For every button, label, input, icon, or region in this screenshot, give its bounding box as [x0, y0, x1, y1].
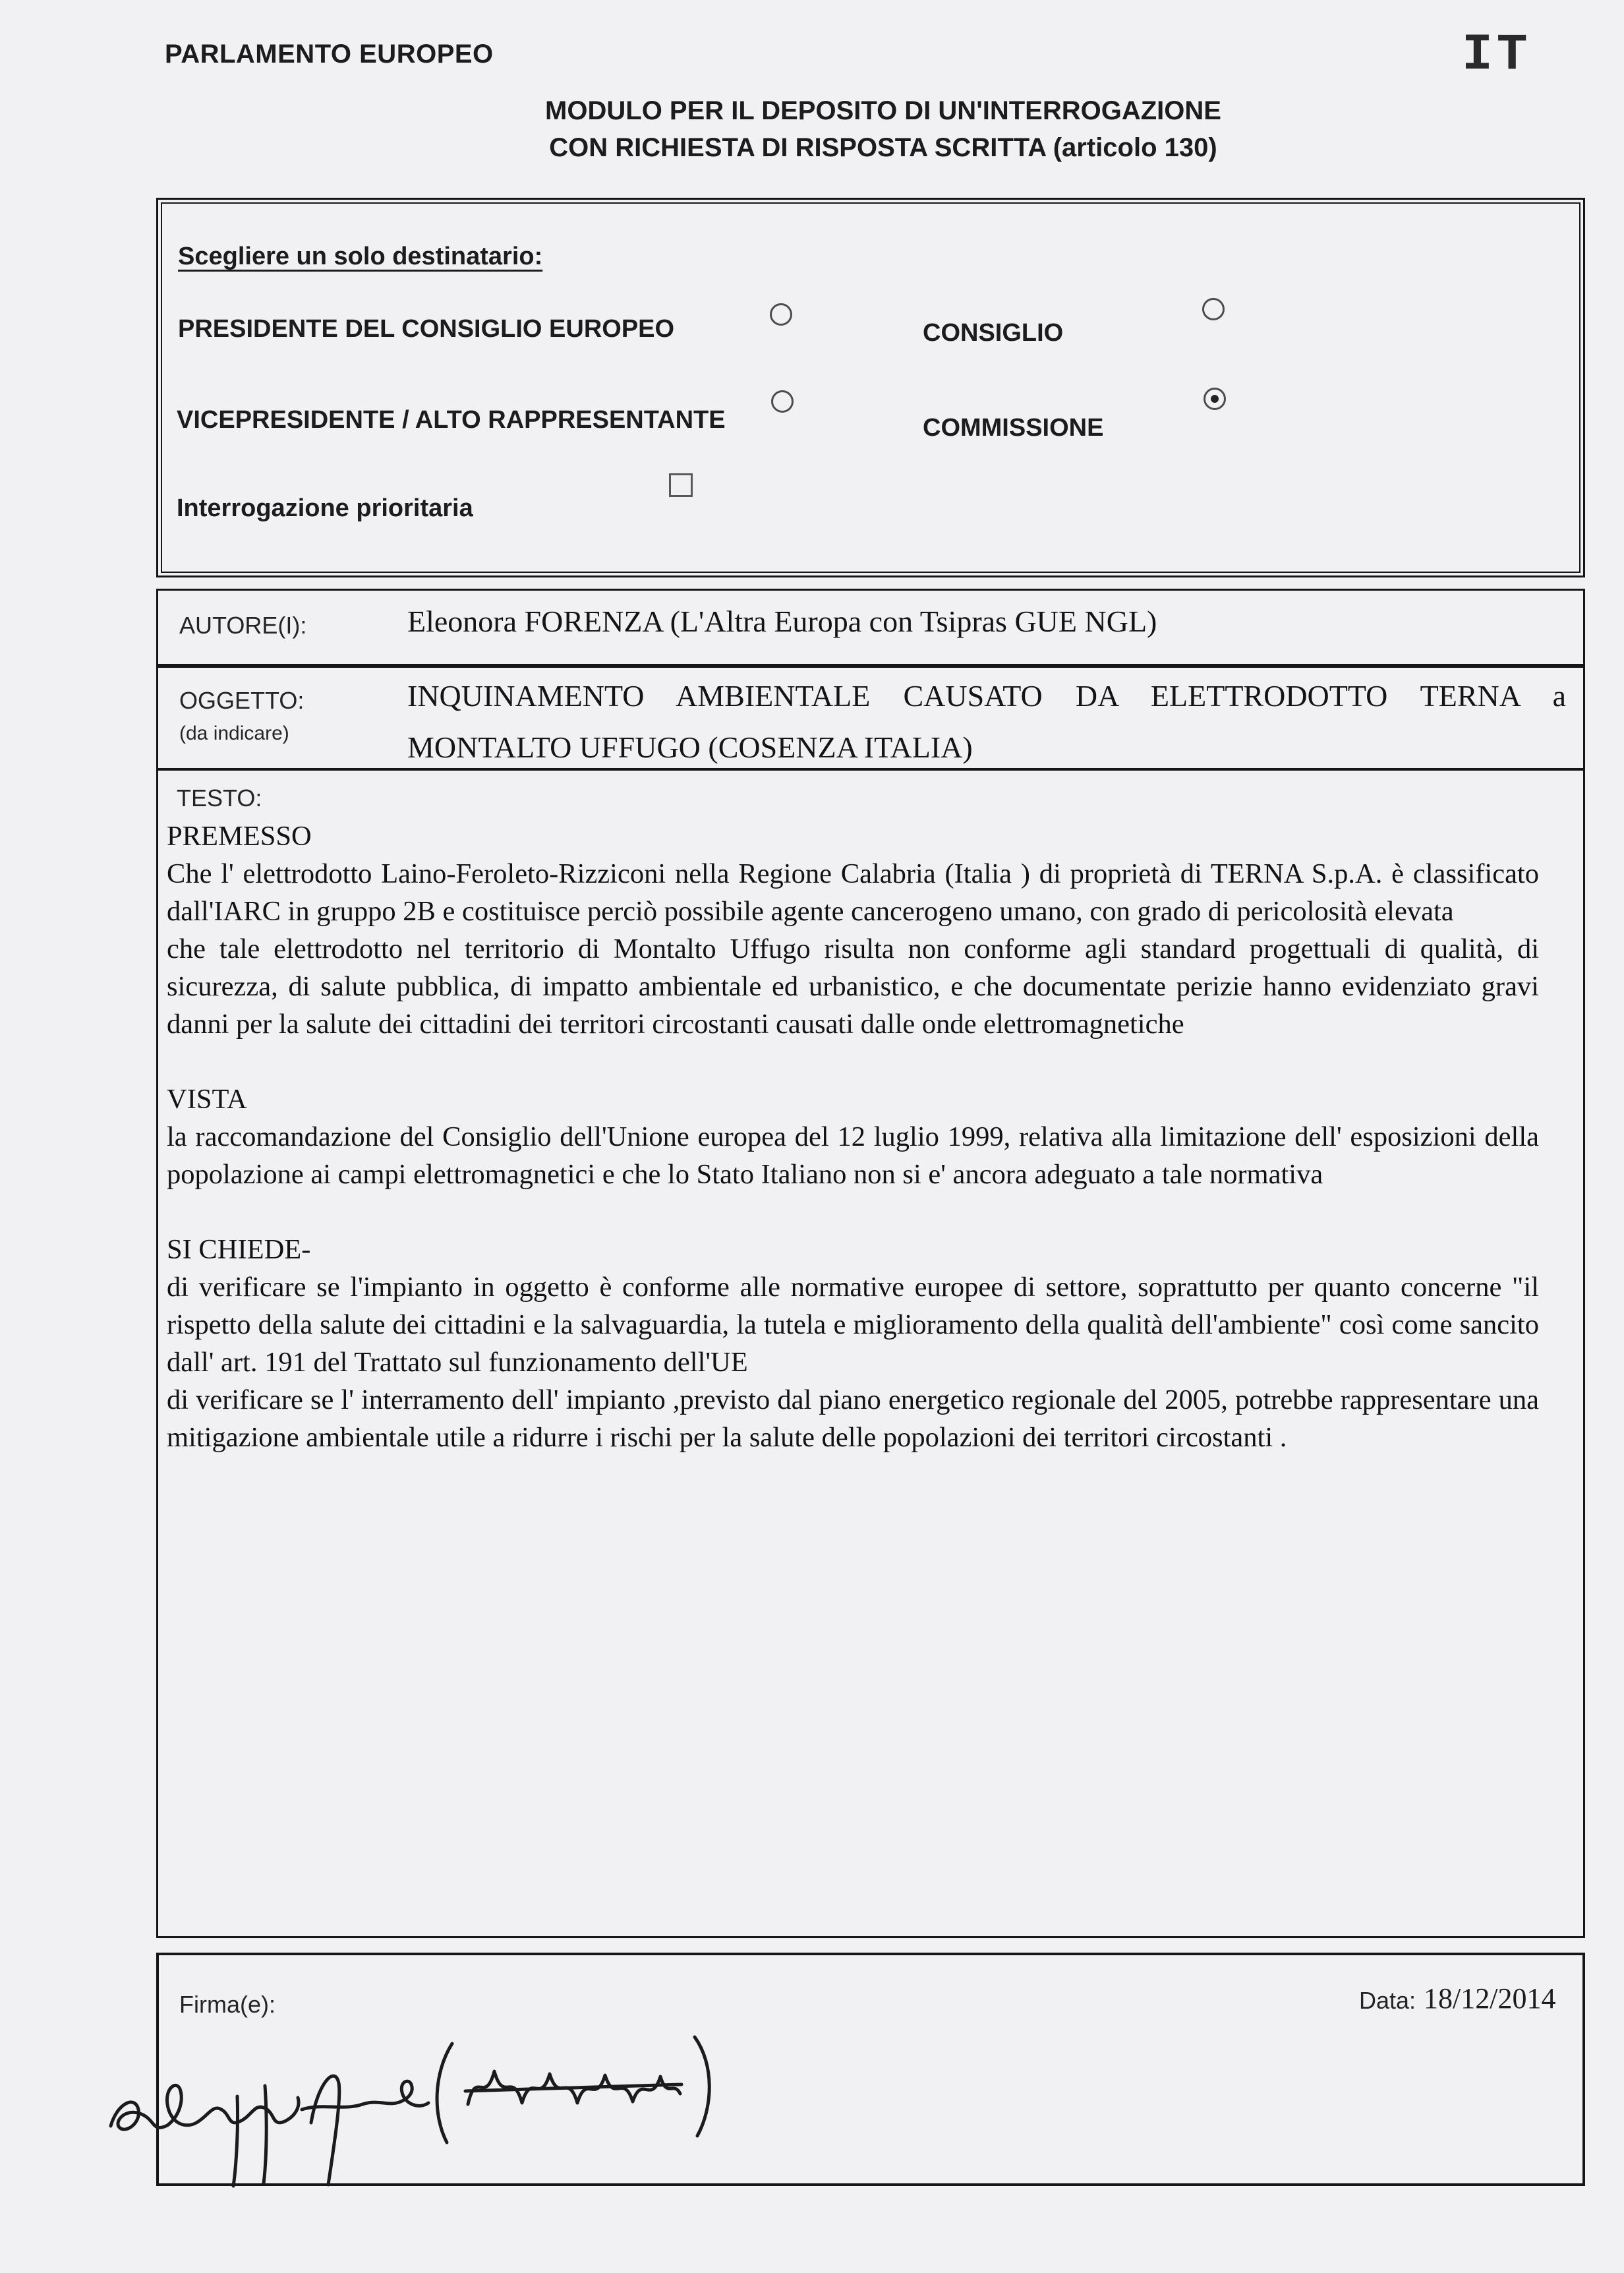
signature-stroke [437, 2044, 452, 2142]
testo-paragraph: la raccomandazione del Consiglio dell'Unione europea del 12 luglio 1999, relativa alla limitazione dell' esposizioni della popolazione ai campi elettromagnetici e che lo Stato Italiano non si e' ancora adeguato a tale normativa [167, 1121, 1539, 1190]
signature-stroke [111, 2085, 299, 2129]
destinatario-heading: Scegliere un solo destinatario: [178, 243, 543, 270]
oggetto-label: OGGETTO: [179, 687, 304, 714]
testo-paragraph: di verificare se l' interramento dell' impianto ,previsto dal piano energetico regionale del 2005, potrebbe rappresentare una mitigazione ambientale utile a ridurre i rischi per la salute delle popolazioni dei territori circostanti . [167, 1384, 1539, 1453]
priority-label: Interrogazione prioritaria [177, 494, 473, 522]
option-label-vicepresidente-alto-rappresentante: VICEPRESIDENTE / ALTO RAPPRESENTANTE [177, 406, 726, 434]
priority-checkbox[interactable] [669, 473, 693, 497]
signature-stroke [302, 2081, 428, 2110]
testo-heading-premesso: PREMESSO [167, 821, 312, 852]
form-title-line2: CON RICHIESTA DI RISPOSTA SCRITTA (articolo 130) [549, 133, 1217, 162]
testo-label: TESTO: [177, 784, 262, 812]
radio-presidente-consiglio-europeo[interactable] [770, 303, 792, 326]
testo-paragraph: che tale elettrodotto nel territorio di Montalto Uffugo risulta non conforme agli standard progettuali di qualità, di sicurezza, di salute pubblica, di impatto ambientale ed urbanistico, e che documentate perizie hanno evidenziato gravi danni per la salute dei cittadini dei territori circostanti causati dalle onde elettromagnetiche [167, 933, 1539, 1040]
form-title [224, 92, 1542, 166]
testo-heading-si-chiede: SI CHIEDE- [167, 1234, 311, 1265]
date-value: 18/12/2014 [1424, 1982, 1556, 2015]
oggetto-value-line1: INQUINAMENTO AMBIENTALE CAUSATO DA ELETTRODOTTO TERNA a [407, 679, 1566, 713]
option-label-commissione: COMMISSIONE [923, 414, 1104, 442]
signature-stroke [311, 2076, 339, 2185]
oggetto-sublabel: (da indicare) [179, 723, 289, 744]
form-title-line1: MODULO PER IL DEPOSITO DI UN'INTERROGAZIONE [545, 96, 1221, 125]
radio-consiglio[interactable] [1202, 298, 1225, 320]
date-label: Data: [1359, 1987, 1416, 2014]
option-label-presidente-consiglio-europeo: PRESIDENTE DEL CONSIGLIO EUROPEO [178, 315, 675, 343]
radio-vicepresidente-alto-rappresentante[interactable] [771, 390, 794, 413]
institution-name: PARLAMENTO EUROPEO [165, 40, 494, 69]
signature-handwriting [99, 2017, 758, 2189]
firma-label: Firma(e): [179, 1991, 276, 2018]
language-tag: IT [1462, 26, 1532, 84]
oggetto-value [407, 676, 1566, 767]
radio-commissione[interactable] [1204, 388, 1226, 410]
autore-label: AUTORE(I): [179, 612, 307, 639]
oggetto-value-line2: MONTALTO UFFUGO (COSENZA ITALIA) [407, 730, 973, 764]
autore-value: Eleonora FORENZA (L'Altra Europa con Tsipras GUE NGL) [407, 605, 1157, 638]
testo-paragraph: Che l' elettrodotto Laino-Feroleto-Rizziconi nella Regione Calabria (Italia ) di proprietà di TERNA S.p.A. è classificato dall'IARC in gruppo 2B e costituisce perciò possibile agente cancerogeno umano, con grado di pericolosità elevata [167, 858, 1539, 927]
testo-paragraph: di verificare se l'impianto in oggetto è conforme alle normative europee di settore, soprattutto per quanto concerne "il rispetto della salute dei cittadini e la salvaguardia, la tutela e miglioramento della qualità dell'ambiente" così come sancito dall' art. 191 del Trattato sul funzionamento dell'UE [167, 1272, 1539, 1378]
option-label-consiglio: CONSIGLIO [923, 319, 1064, 347]
testo-body [167, 817, 1539, 1456]
signature-stroke [233, 2096, 238, 2186]
signature-stroke [695, 2037, 709, 2136]
signature-stroke [264, 2086, 266, 2183]
testo-heading-vista: VISTA [167, 1084, 247, 1115]
